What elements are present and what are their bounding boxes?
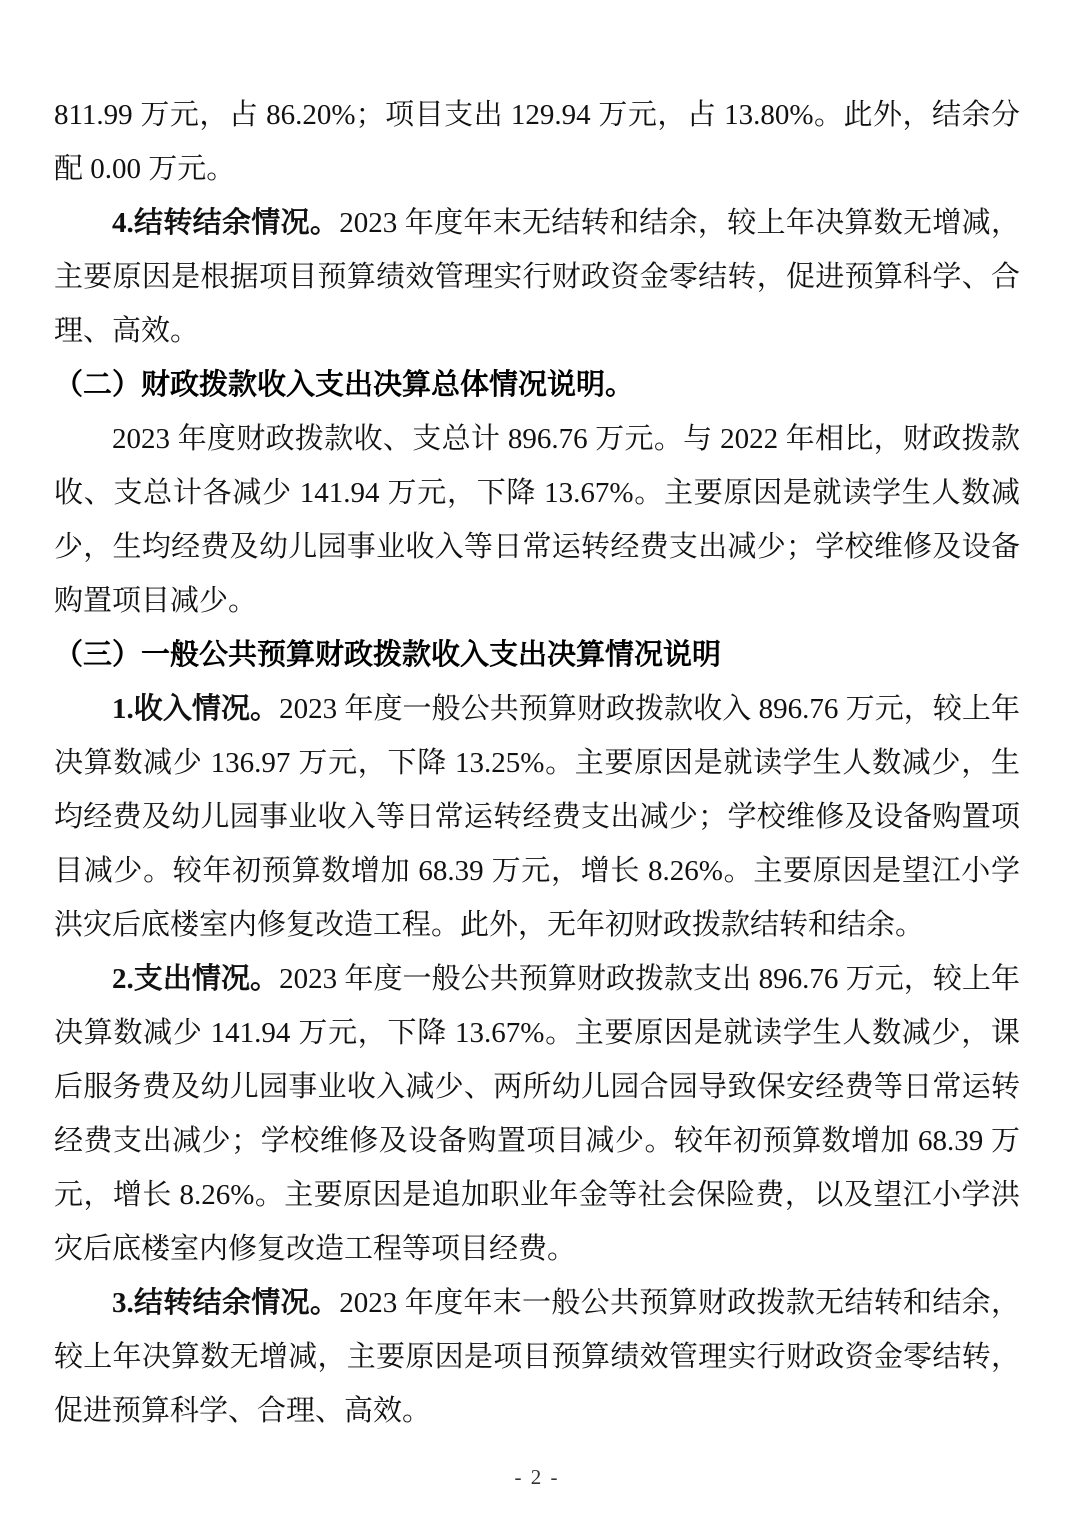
paragraph-text: 2023 年度一般公共预算财政拨款收入 896.76 万元，较上年决算数减少 136.97 万元，下降 13.25%。主要原因是就读学生人数减少，生均经费及幼儿园事业收入等日常运转经费支出减少；学校维修及设备购置项目减少。较年初预算数增加 68.39 万元，增长 8.26%。主要原因是望江小学洪灾后底楼室内修复改造工程。此外，无年初财政拨款结转和结余。 xyxy=(54,693,1020,941)
paragraph-text: 811.99 万元，占 86.20%；项目支出 129.94 万元，占 13.80%。此外，结余分配 0.00 万元。 xyxy=(54,99,1020,185)
paragraph-text: 2023 年度财政拨款收、支总计 896.76 万元。与 2022 年相比，财政拨款收、支总计各减少 141.94 万元，下降 13.67%。主要原因是就读学生人数减少，生均经费及幼儿园事业收入等日常运转经费支出减少；学校维修及设备购置项目减少。 xyxy=(54,423,1020,617)
paragraph-item-2 xyxy=(54,952,1020,1276)
paragraph-overview xyxy=(54,412,1020,628)
paragraph-item-3 xyxy=(54,1276,1020,1438)
paragraph-continuation xyxy=(54,88,1020,196)
paragraph-item-4 xyxy=(54,196,1020,358)
heading-text: （三）一般公共预算财政拨款收入支出决算情况说明 xyxy=(54,639,722,671)
paragraph-item-1 xyxy=(54,682,1020,952)
section-heading-2 xyxy=(54,358,1020,412)
paragraph-lead: 2.支出情况。 xyxy=(112,963,280,995)
section-heading-3 xyxy=(54,628,1020,682)
paragraph-text: 2023 年度年末一般公共预算财政拨款无结转和结余，较上年决算数无增减，主要原因是项目预算绩效管理实行财政资金零结转，促进预算科学、合理、高效。 xyxy=(54,1287,1020,1427)
paragraph-lead: 1.收入情况。 xyxy=(112,693,280,725)
paragraph-text: 2023 年度年末无结转和结余，较上年决算数无增减，主要原因是根据项目预算绩效管理实行财政资金零结转，促进预算科学、合理、高效。 xyxy=(54,207,1020,347)
paragraph-lead: 3.结转结余情况。 xyxy=(112,1287,340,1319)
page-number: - 2 - xyxy=(514,1465,560,1489)
paragraph-lead: 4.结转结余情况。 xyxy=(112,207,340,239)
paragraph-text: 2023 年度一般公共预算财政拨款支出 896.76 万元，较上年决算数减少 141.94 万元，下降 13.67%。主要原因是就读学生人数减少，课后服务费及幼儿园事业收入减少、两所幼儿园合园导致保安经费等日常运转经费支出减少；学校维修及设备购置项目减少。较年初预算数增加 68.39 万元，增长 8.26%。主要原因是追加职业年金等社会保险费，以及望江小学洪灾后底楼室内修复改造工程等项目经费。 xyxy=(54,963,1020,1265)
document-body xyxy=(54,88,1020,1438)
heading-text: （二）财政拨款收入支出决算总体情况说明。 xyxy=(54,369,635,401)
